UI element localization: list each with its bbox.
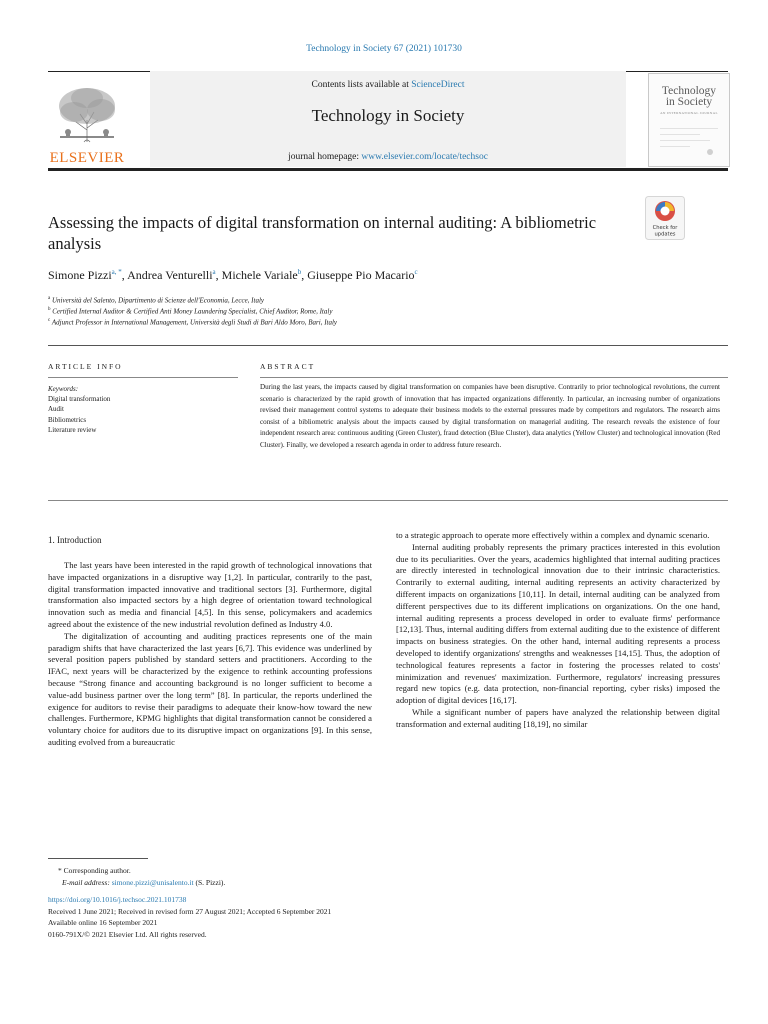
author-affiliation-mark[interactable]: a <box>212 268 216 276</box>
cover-decoration <box>660 128 718 158</box>
author-list: Simone Pizzi$^{a, *}$, Andrea Venturelli$^a$, Michele Variale$^b$, Giuseppe Pio Macario$^c$ <box>48 268 418 282</box>
homepage-line <box>150 152 626 162</box>
affiliation <box>48 307 688 315</box>
body-paragraph: The last years have been interested in the rapid growth of technological innovations that have impacted organizations in a disruptive way [1,2]. In particular, contrarily to the past, digital transformation impacted innovative and traditional sectors [3]. Furthermore, digital transformation also impacted sectors by a high degree of orientation toward technological innovation such as media and financial [4,5]. In this sense, policymakers and academics agreed about the existence of the new industrial revolution defined as Industry 4.0. <box>48 560 372 629</box>
masthead-bottom-rule <box>48 168 728 171</box>
keyword: Literature review <box>48 425 97 434</box>
author-affiliation-mark[interactable]: a, * <box>111 268 122 276</box>
email-link[interactable]: simone.pizzi@unisalento.it <box>111 877 194 887</box>
divider <box>48 345 728 346</box>
running-head[interactable]: Technology in Society 67 (2021) 101730 <box>306 44 462 54</box>
elsevier-wordmark: ELSEVIER <box>49 150 125 166</box>
divider <box>48 377 238 378</box>
check-badge-line1: Check for <box>652 225 678 231</box>
keywords-label: Keywords: <box>48 385 79 393</box>
keyword: Audit <box>48 405 64 414</box>
author-affiliation-mark[interactable]: b <box>297 268 302 276</box>
check-for-updates-badge[interactable] <box>645 196 685 240</box>
email-line <box>48 877 728 889</box>
cover-title-line2: in Society <box>665 96 713 108</box>
footnote-rule <box>48 858 148 859</box>
article-title: Assessing the impacts of digital transformation on internal auditing: A bibliometric analysis <box>48 213 597 253</box>
author-name[interactable]: Simone Pizzi <box>48 268 112 282</box>
body-column-right <box>396 530 720 731</box>
cover-title <box>656 86 722 108</box>
affiliation-text: Certified Internal Auditor & Certified Anti Money Laundering Specialist, Chief Auditor, Rome, Italy <box>52 307 333 316</box>
divider <box>260 377 728 378</box>
abstract-text: During the last years, the impacts caused by digital transformation on companies have been disruptive. Contrarily to prior technological revolutions, the current scenario is characterized by the rapid growth of innovation that has impacted organizations differently. In particular, an increasing number of organizations revised their management control systems to adequate their business models to the external pressures made by competitors and regulators. The research aims consist of a bibliometric analysis about the impacts caused by digital transformation on managerial auditing. The research reveals the existence of four independent research area: continuous auditing (Green Cluster), fraud detection (Blue Cluster), data analytics (Yellow Cluster) and technological innovation (Red Cluster). Finally, we developed a research agenda in order to address future research. <box>260 383 720 449</box>
affiliation-mark: b <box>48 307 51 312</box>
affiliation-text: Adjunct Professor in International Management, Università degli Studi di Bari Aldo Moro, Bari, Italy <box>51 318 338 327</box>
keyword: Bibliometrics <box>48 415 87 424</box>
affiliation-text: Università del Salento, Dipartimento di Scienze dell'Economia, Lecce, Italy <box>51 296 265 305</box>
affiliation-mark: a <box>48 296 51 301</box>
journal-title: Technology in Society <box>311 106 465 125</box>
sciencedirect-link[interactable]: ScienceDirect <box>411 80 465 90</box>
available-online: Available online 16 September 2021 <box>48 918 158 927</box>
body-paragraph: The digitalization of accounting and auditing practices represents one of the main paradigm shifts that have characterized the last years [6,7]. This evidence was underlined by several position papers published by standard setters and practitioners. According to the IFAC, next years will be characterized by the exigence to rethink accounting professions because “Strong finance and accounting background is no longer sufficient to become a value-add business partner over the long term” [8]. In particular, the reports underlined the exigence for auditors to revise their paradigms to adequate their know-how toward the new challenges. Furthermore, KPMG highlights that digital transformation cannot be considered a voluntary choice for auditors due to its disruptive impact on organizations [9]. In this sense, auditing evolved from a bureaucratic <box>48 630 372 747</box>
author-affiliation-mark[interactable]: c <box>414 268 418 276</box>
copyright: 0160-791X/© 2021 Elsevier Ltd. All rights reserved. <box>48 929 207 939</box>
doi-link[interactable]: https://doi.org/10.1016/j.techsoc.2021.101738 <box>48 895 187 904</box>
homepage-label: journal homepage: <box>288 152 362 162</box>
check-badge-line2: updates <box>654 231 676 238</box>
author-name[interactable]: Michele Variale <box>221 268 298 282</box>
email-suffix: (S. Pizzi). <box>193 877 226 887</box>
contents-prefix: Contents lists available at <box>311 80 412 90</box>
homepage-link[interactable]: www.elsevier.com/locate/techsoc <box>361 152 488 162</box>
body-paragraph: While a significant number of papers have analyzed the relationship between digital transformation and external auditing [18,19], no similar <box>396 706 720 729</box>
author-name[interactable]: Andrea Venturelli <box>127 268 213 282</box>
affiliation <box>48 296 688 304</box>
divider <box>48 500 728 501</box>
affiliation <box>48 318 688 326</box>
received-dates: Received 1 June 2021; Received in revised form 27 August 2021; Accepted 6 September 2021 <box>48 906 332 916</box>
affiliation-mark: c <box>48 318 51 323</box>
keyword: Digital transformation <box>48 395 111 404</box>
body-paragraph: Internal auditing probably represents the primary practices interested in this evolution due to its peculiarities. Over the years, academics highlighted that internal auditing practices are directly interested in technological innovation due to their intrinsic characteristics. Contrarily to external auditing, internal auditing represents an activity characterized by different impacts on organizations [10,11]. In detail, internal auditing can be analyzed from different perspectives due to its different implications on organizations. On the one hand, internal auditing represents a process developed in order to evaluate firms' performance [12,13]. Thus, internal auditing differs from external auditing due to the existence of different impacts on business strategies. On the other hand, internal auditing represents a process developed to identify organizations' strengths and weaknesses [14,15]. Thus, the adoption of technological features represents a factor in fostering the processes related to costs' minimization and revenues' maximization. Furthermore, regulators' increasing pressures regard new topics (e.g. data protection, non-financial reporting, cyber risks) imposed the adoption of digital devices [16,17]. <box>396 541 720 706</box>
abstract-heading: ABSTRACT <box>260 362 316 371</box>
cover-subtitle: AN INTERNATIONAL JOURNAL <box>660 111 718 115</box>
body-paragraph: to a strategic approach to operate more effectively within a complex and dynamic scenario. <box>396 530 710 540</box>
corresponding-author-note: * Corresponding author. <box>58 866 131 875</box>
author-name[interactable]: Giuseppe Pio Macario <box>307 268 415 282</box>
email-label: E-mail address: <box>62 877 112 887</box>
contents-line <box>150 80 626 90</box>
keywords-block <box>48 384 238 435</box>
cover-title-line1: Technology <box>661 85 717 97</box>
body-column-left <box>48 560 372 749</box>
section-heading: 1. Introduction <box>48 535 102 545</box>
footnotes <box>48 865 728 940</box>
article-info-heading: ARTICLE INFO <box>48 362 123 371</box>
